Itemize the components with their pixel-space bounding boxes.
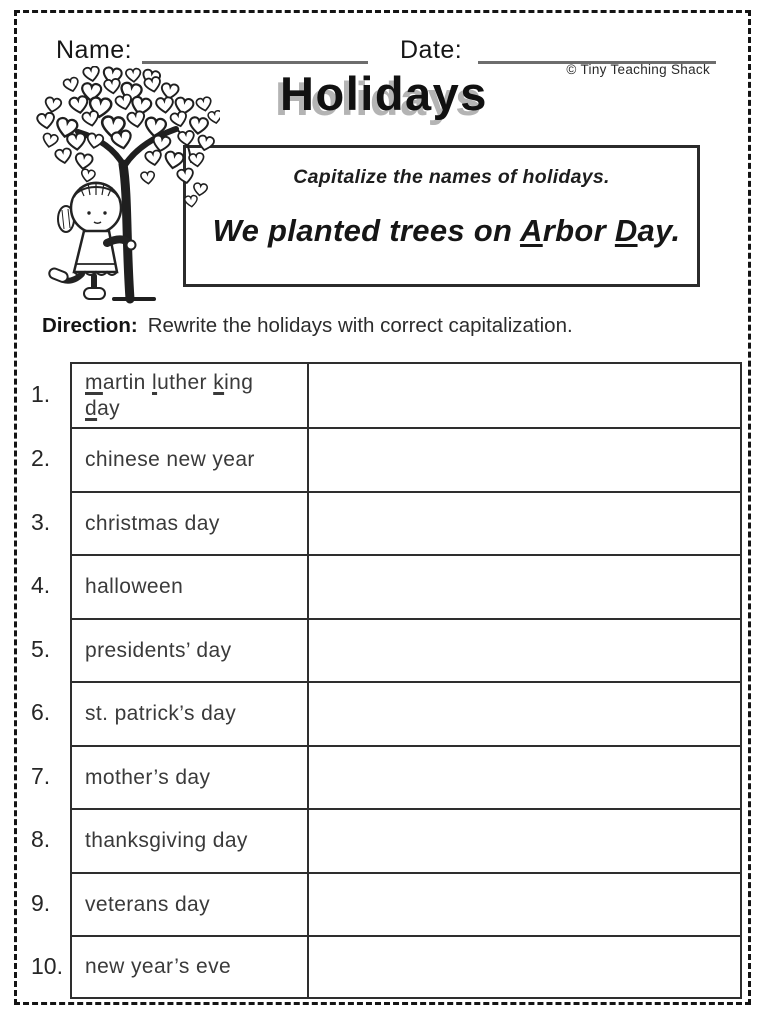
holiday-prompt: chinese new year	[85, 448, 255, 472]
name-label: Name:	[56, 36, 133, 64]
table-row	[28, 554, 744, 618]
table-row	[28, 491, 744, 555]
holiday-prompt-cell	[70, 554, 307, 618]
direction-label: Direction:	[42, 314, 138, 337]
row-number: 10.	[31, 953, 63, 980]
holiday-prompt-cell	[70, 745, 307, 809]
row-number: 5.	[31, 635, 51, 662]
holiday-prompt-cell	[70, 618, 307, 682]
holiday-prompt: martin luther king day	[85, 371, 254, 420]
answer-write-in-cell[interactable]	[307, 491, 742, 555]
table-row	[28, 618, 744, 682]
worksheet-title: Holidays	[280, 67, 488, 120]
direction-line	[42, 314, 573, 338]
holiday-prompt: new year’s eve	[85, 955, 232, 979]
holiday-prompt-cell	[70, 427, 307, 491]
holiday-prompt: st. patrick’s day	[85, 702, 237, 726]
direction-text: Rewrite the holidays with correct capitalization.	[147, 314, 573, 337]
example-sentence: We planted trees on Arbor Day.	[212, 213, 681, 248]
row-number: 8.	[31, 826, 51, 853]
holiday-prompt: halloween	[85, 575, 184, 599]
row-number: 3.	[31, 508, 51, 535]
answer-write-in-cell[interactable]	[307, 745, 742, 809]
holiday-prompt-cell	[70, 362, 307, 427]
holiday-prompt: mother’s day	[85, 765, 211, 789]
name-blank-line[interactable]	[142, 61, 368, 64]
row-number: 2.	[31, 445, 51, 472]
table-row	[28, 935, 744, 999]
example-box	[183, 145, 700, 287]
holiday-prompt: christmas day	[85, 511, 220, 535]
girl-heart-tree-illustration	[24, 66, 220, 308]
holiday-prompt: veterans day	[85, 892, 211, 916]
answer-write-in-cell[interactable]	[307, 618, 742, 682]
table-row	[28, 808, 744, 872]
row-number: 9.	[31, 889, 51, 916]
table-row	[28, 872, 744, 936]
answer-write-in-cell[interactable]	[307, 362, 742, 427]
holiday-prompt: presidents’ day	[85, 638, 232, 662]
copyright-text: © Tiny Teaching Shack	[566, 62, 710, 77]
holidays-table	[28, 362, 744, 999]
table-row	[28, 681, 744, 745]
table-row	[28, 745, 744, 809]
row-number: 7.	[31, 762, 51, 789]
table-row	[28, 362, 744, 427]
answer-write-in-cell[interactable]	[307, 681, 742, 745]
holiday-prompt-cell	[70, 681, 307, 745]
table-row	[28, 427, 744, 491]
answer-write-in-cell[interactable]	[307, 554, 742, 618]
row-number: 1.	[31, 381, 51, 408]
answer-write-in-cell[interactable]	[307, 427, 742, 491]
holiday-prompt-cell	[70, 808, 307, 872]
row-number: 4.	[31, 572, 51, 599]
date-label: Date:	[400, 36, 463, 64]
holiday-prompt-cell	[70, 491, 307, 555]
answer-write-in-cell[interactable]	[307, 872, 742, 936]
answer-write-in-cell[interactable]	[307, 935, 742, 999]
row-number: 6.	[31, 699, 51, 726]
holiday-prompt-cell	[70, 935, 307, 999]
answer-write-in-cell[interactable]	[307, 808, 742, 872]
holiday-prompt: thanksgiving day	[85, 829, 248, 853]
example-instruction: Capitalize the names of holidays.	[293, 166, 610, 188]
holiday-prompt-cell	[70, 872, 307, 936]
